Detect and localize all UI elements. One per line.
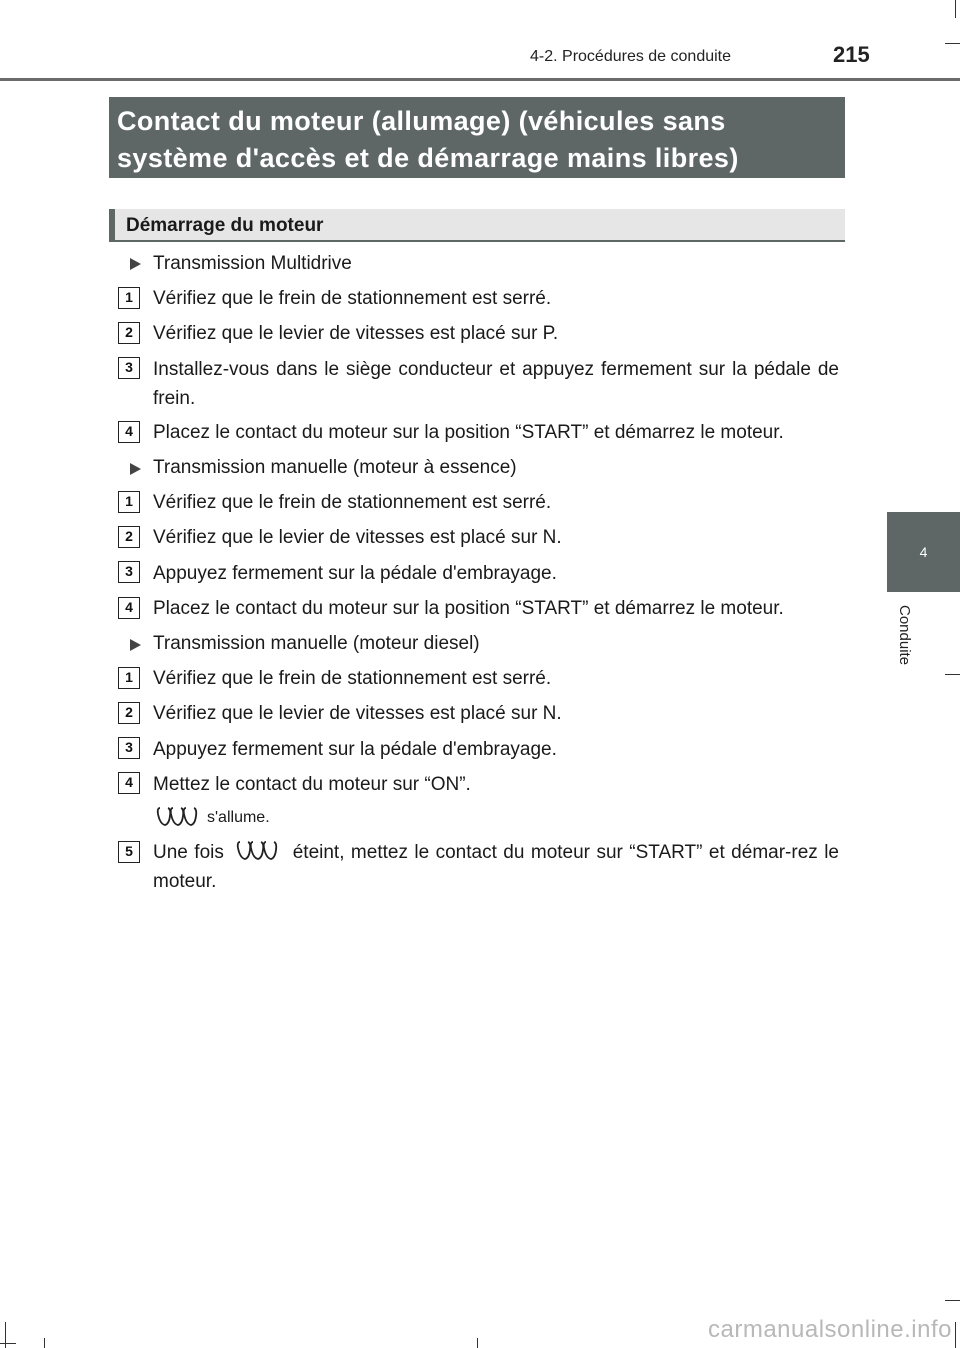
step-text: Vérifiez que le frein de stationnement est serré. [153, 288, 552, 309]
chapter-number: 4 [919, 544, 928, 560]
step-text: Vérifiez que le frein de stationnement est serré. [153, 668, 552, 689]
step-text: Vérifiez que le levier de vitesses est placé sur P. [153, 323, 559, 344]
crop-mark [955, 0, 956, 18]
step-text: Appuyez fermement sur la pédale d'embrayage. [153, 563, 557, 584]
crop-mark [44, 1338, 45, 1348]
step-text-before: Une fois [153, 842, 224, 863]
chapter-tab [887, 512, 960, 592]
step-number: 1 [118, 491, 140, 513]
crop-mark [0, 1343, 16, 1344]
crop-mark [5, 1322, 6, 1348]
crop-mark [955, 1322, 956, 1348]
step-number: 1 [118, 667, 140, 689]
bullet-triangle-icon [130, 463, 141, 475]
step-number: 4 [118, 772, 140, 794]
step-number: 3 [118, 561, 140, 583]
step-text: Mettez le contact du moteur sur “ON”. [153, 774, 471, 795]
crop-mark [945, 43, 960, 44]
watermark: carmanualsonline.info [708, 1316, 952, 1343]
glow-plug-indicator-icon [156, 806, 200, 828]
step-text: Vérifiez que le levier de vitesses est placé sur N. [153, 703, 562, 724]
step-text: Appuyez fermement sur la pédale d'embrayage. [153, 739, 557, 760]
step-number: 3 [118, 737, 140, 759]
step-number: 1 [118, 287, 140, 309]
step-text: Placez le contact du moteur sur la position “START” et démarrez le moteur. [153, 422, 784, 443]
step-text [153, 838, 839, 896]
crop-mark [477, 1338, 478, 1348]
step-number: 4 [118, 421, 140, 443]
step-number: 2 [118, 526, 140, 548]
crop-mark [945, 674, 960, 675]
step-number: 2 [118, 322, 140, 344]
step-text: Vérifiez que le levier de vitesses est placé sur N. [153, 527, 562, 548]
step-number: 3 [118, 357, 140, 379]
section-subtitle: Démarrage du moteur [109, 209, 845, 242]
step-text: Placez le contact du moteur sur la position “START” et démarrez le moteur. [153, 598, 784, 619]
step-number: 2 [118, 702, 140, 724]
indicator-note: s'allume. [207, 809, 270, 826]
crop-mark [945, 1300, 960, 1301]
page-title: Contact du moteur (allumage) (véhicules sans système d'accès et de démarrage mains libres) [109, 97, 845, 178]
bullet-triangle-icon [130, 258, 141, 270]
section-heading: Transmission manuelle (moteur à essence) [153, 457, 517, 478]
step-text-after: éteint, mettez le contact du moteur sur “START” et démar-rez le moteur. [153, 842, 839, 892]
step-number: 5 [118, 841, 140, 863]
header-rule [0, 78, 960, 81]
step-text: Vérifiez que le frein de stationnement est serré. [153, 492, 552, 513]
step-text: Installez-vous dans le siège conducteur et appuyez fermement sur la pédale de frein. [153, 359, 839, 409]
step-number: 4 [118, 597, 140, 619]
section-heading: Transmission manuelle (moteur diesel) [153, 633, 480, 654]
chapter-label: Conduite [896, 605, 913, 666]
section-heading: Transmission Multidrive [153, 253, 352, 274]
page-number: 215 [833, 42, 870, 67]
glow-plug-indicator-icon [236, 840, 280, 862]
running-header-section: 4-2. Procédures de conduite [530, 48, 732, 65]
bullet-triangle-icon [130, 639, 141, 651]
